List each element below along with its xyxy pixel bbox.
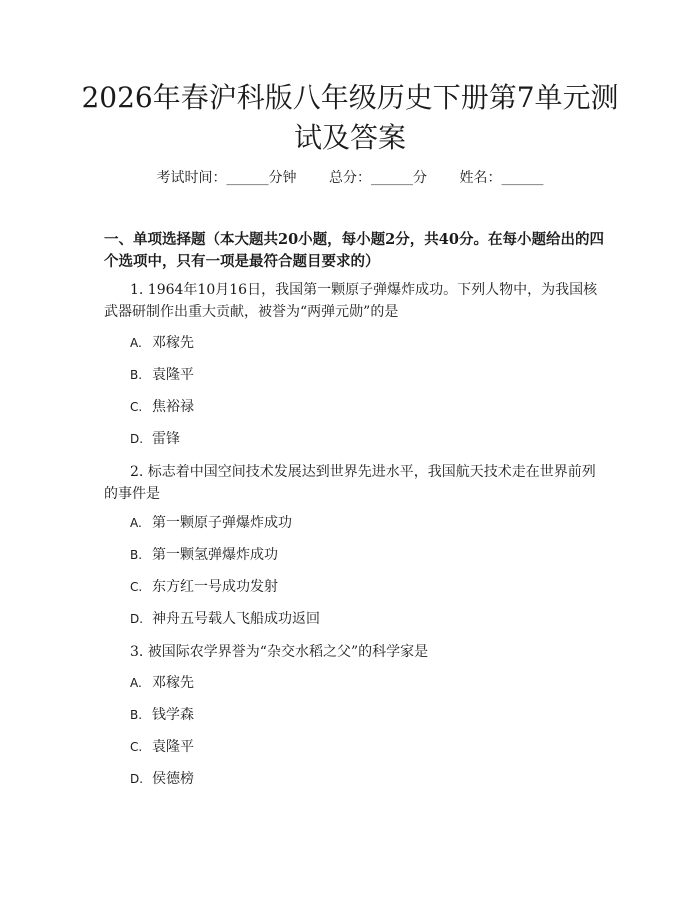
question-2-stem: 2. 标志着中国空间技术发展达到世界先进水平，我国航天技术走在世界前列的事件是 [104,464,596,502]
question-2-option-a: A. 第一颗原子弹爆炸成功 [130,515,292,531]
question-1-option-d: D. 雷锋 [130,431,180,447]
section-heading: 一、单项选择题（本大题共20小题，每小题2分，共40分。在每小题给出的四个选项中，只有一项是最符合题目要求的） [104,231,604,270]
question-2-option-c: C. 东方红一号成功发射 [130,579,278,595]
question-1-option-a: A. 邓稼先 [130,335,194,351]
student-name: 姓名：______ [459,170,544,186]
question-1-option-b: B. 袁隆平 [130,367,194,383]
exam-meta [0,168,700,188]
exam-time: 考试时间：______分钟 [156,170,297,186]
question-2-option-d: D. 神舟五号载人飞船成功返回 [130,611,320,627]
question-3-option-c: C. 袁隆平 [130,739,194,755]
total-score: 总分：______分 [329,170,427,186]
document-title: 2026年春沪科版八年级历史下册第7单元测试及答案 [81,81,619,154]
question-1-option-c: C. 焦裕禄 [130,399,194,415]
question-3-stem: 3. 被国际农学界誉为“杂交水稻之父”的科学家是 [130,644,429,660]
question-3-option-a: A. 邓稼先 [130,675,194,691]
question-2-option-b: B. 第一颗氢弹爆炸成功 [130,547,278,563]
question-3-option-d: D. 侯德榜 [130,771,194,787]
question-3-option-b: B. 钱学森 [130,707,194,723]
question-1-stem: 1. 1964年10月16日，我国第一颗原子弹爆炸成功。下列人物中，为我国核武器研制作出重大贡献，被誉为“两弹元勋”的是 [104,282,598,320]
